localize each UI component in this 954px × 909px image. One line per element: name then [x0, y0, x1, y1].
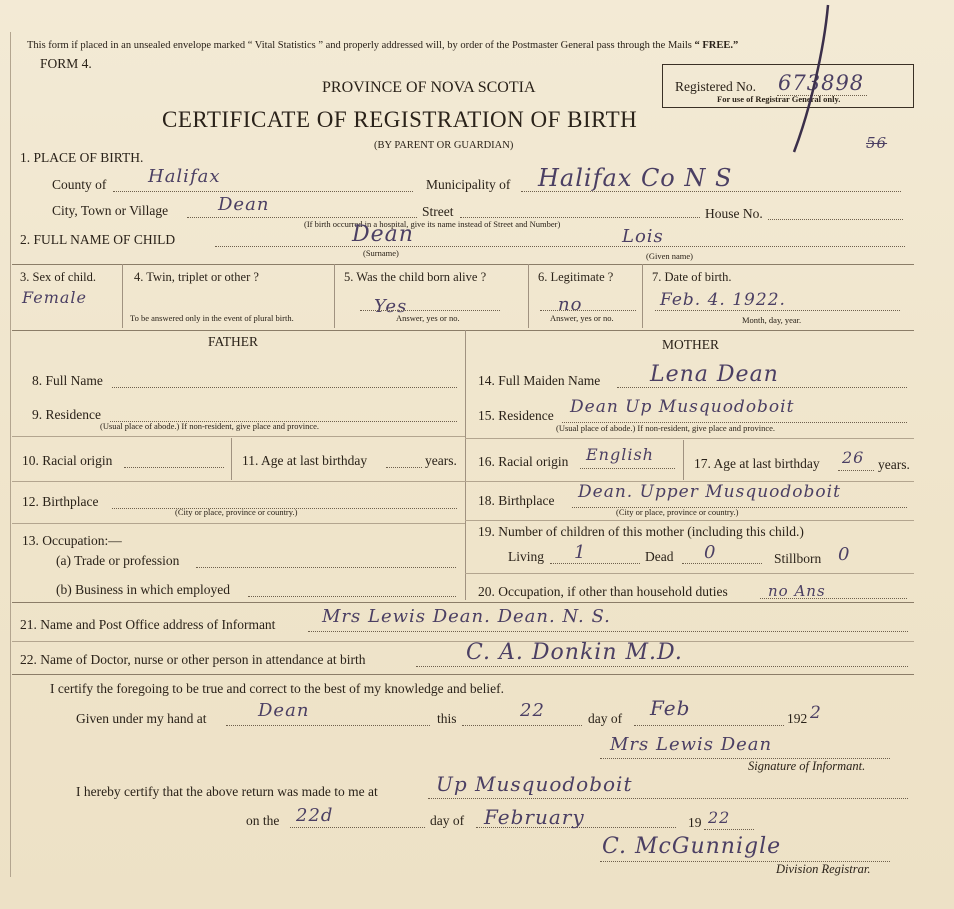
city-label: City, Town or Village	[52, 203, 169, 218]
twin-label: 4. Twin, triplet or other ?	[134, 270, 259, 284]
mother-occupation-label: 20. Occupation, if other than household duties	[478, 584, 728, 599]
postal-notice: This form if placed in an unsealed envelope marked “ Vital Statistics ” and properly addressed will, by order of the Postmaster General pass through the Mails “ FREE.”	[27, 40, 739, 51]
surname-caption: (Surname)	[363, 248, 399, 258]
legitimate-value: no	[558, 294, 583, 315]
certify-statement: I certify the foregoing to be true and correct to the best of my knowledge and belief.	[50, 681, 504, 696]
pen-stroke-icon	[780, 0, 840, 160]
alive-value: Yes	[374, 296, 408, 317]
certificate-title: CERTIFICATE OF REGISTRATION OF BIRTH	[162, 107, 638, 132]
mother-residence-value: Dean Up Musquodoboit	[570, 397, 795, 417]
dead-label: Dead	[645, 549, 674, 564]
legitimate-label: 6. Legitimate ?	[538, 270, 614, 284]
informant-signature: Mrs Lewis Dean	[610, 734, 773, 755]
registrar-year: 22	[708, 808, 731, 827]
free-label: “ FREE.”	[694, 40, 739, 51]
sex-label: 3. Sex of child.	[20, 270, 97, 284]
child-name-label: 2. FULL NAME OF CHILD	[20, 232, 176, 247]
mother-racial-value: English	[586, 445, 654, 464]
certify-year-prefix: 192	[787, 711, 808, 726]
street-label: Street	[422, 204, 454, 219]
doctor-value: C. A. Donkin M.D.	[466, 640, 683, 665]
father-racial-label: 10. Racial origin	[22, 453, 113, 468]
street-note: (If birth occurred in a hospital, give its name instead of Street and Number)	[304, 219, 561, 229]
house-label: House No.	[705, 206, 763, 221]
mother-birthplace-label: 18. Birthplace	[478, 493, 555, 508]
alive-label: 5. Was the child born alive ?	[344, 270, 487, 284]
child-given-name: Lois	[622, 226, 664, 247]
stillborn-value: 0	[838, 544, 851, 565]
registrar-caption: Division Registrar.	[776, 862, 871, 876]
mother-residence-note: (Usual place of abode.) If non-resident, give place and province.	[556, 423, 776, 433]
informant-signature-caption: Signature of Informant.	[748, 759, 866, 773]
twin-note: To be answered only in the event of plural birth.	[130, 313, 294, 323]
registered-label: Registered No.	[675, 79, 756, 94]
father-trade-label: (a) Trade or profession	[56, 553, 180, 568]
certify-month: Feb	[650, 696, 691, 720]
living-value: 1	[574, 542, 587, 563]
this-label: this	[437, 711, 457, 726]
municipality-label: Municipality of	[426, 177, 511, 192]
registrar-year-prefix: 19	[688, 815, 702, 830]
mother-name-label: 14. Full Maiden Name	[478, 373, 601, 388]
stillborn-label: Stillborn	[774, 551, 822, 566]
mother-name-value: Lena Dean	[650, 362, 779, 387]
father-birthplace-label: 12. Birthplace	[22, 494, 99, 509]
informant-value: Mrs Lewis Dean. Dean. N. S.	[322, 606, 611, 627]
form-number: FORM 4.	[40, 56, 92, 71]
registrar-place: Up Musquodoboit	[436, 772, 633, 796]
dead-value: 0	[704, 542, 717, 563]
sex-value: Female	[22, 288, 87, 307]
given-label: Given under my hand at	[76, 711, 207, 726]
given-place: Dean	[258, 700, 310, 721]
registrar-month: February	[484, 805, 585, 829]
alive-note: Answer, yes or no.	[396, 313, 460, 323]
father-heading: FATHER	[208, 334, 259, 349]
doctor-label: 22. Name of Doctor, nurse or other person in attendance at birth	[20, 652, 366, 667]
mother-racial-label: 16. Racial origin	[478, 454, 569, 469]
county-value: Halifax	[148, 166, 221, 187]
mother-occupation-value: no Ans	[768, 582, 826, 600]
date-note: Month, day, year.	[742, 315, 802, 325]
county-label: County of	[52, 177, 107, 192]
father-residence-note: (Usual place of abode.) If non-resident, give place and province.	[100, 421, 320, 431]
father-birthplace-note: (City or place, province or country.)	[175, 507, 298, 517]
father-name-label: 8. Full Name	[32, 373, 103, 388]
given-caption: (Given name)	[646, 251, 693, 261]
date-of-birth-label: 7. Date of birth.	[652, 270, 732, 284]
registrar-note: For use of Registrar General only.	[717, 94, 841, 104]
certify-year: 2	[810, 703, 822, 723]
certificate-subtitle: (BY PARENT OR GUARDIAN)	[374, 140, 514, 151]
father-age-label: 11. Age at last birthday	[242, 453, 368, 468]
mother-birthplace-value: Dean. Upper Musquodoboit	[578, 482, 841, 502]
mother-age-value: 26	[842, 448, 865, 467]
registrar-day: 22d	[296, 805, 334, 826]
father-residence-label: 9. Residence	[32, 407, 101, 422]
city-value: Dean	[218, 194, 270, 215]
registered-number: 673898	[778, 71, 865, 95]
mother-age-unit: years.	[878, 457, 910, 472]
province-heading: PROVINCE OF NOVA SCOTIA	[322, 79, 536, 96]
mother-birthplace-note: (City or place, province or country.)	[616, 507, 739, 517]
municipality-value: Halifax Co N S	[538, 164, 733, 192]
registrar-signature: C. McGunnigle	[602, 834, 782, 859]
mother-residence-label: 15. Residence	[478, 408, 554, 423]
place-of-birth-label: 1. PLACE OF BIRTH.	[20, 150, 144, 165]
registrar-day-label: day of	[430, 813, 465, 828]
informant-label: 21. Name and Post Office address of Informant	[20, 617, 276, 632]
father-business-label: (b) Business in which employed	[56, 582, 230, 597]
father-age-unit: years.	[425, 453, 457, 468]
father-occupation-label: 13. Occupation:—	[22, 533, 122, 548]
children-count-label: 19. Number of children of this mother (including this child.)	[478, 524, 804, 539]
registrar-on-label: on the	[246, 813, 280, 828]
this-value: 22	[520, 700, 545, 721]
mother-heading: MOTHER	[662, 337, 719, 352]
living-label: Living	[508, 549, 544, 564]
corner-mark: 56	[866, 134, 888, 152]
registrar-statement: I hereby certify that the above return was made to me at	[76, 784, 378, 799]
mother-age-label: 17. Age at last birthday	[694, 456, 820, 471]
date-of-birth-value: Feb. 4. 1922.	[660, 290, 786, 310]
certify-day-label: day of	[588, 711, 623, 726]
legitimate-note: Answer, yes or no.	[550, 313, 614, 323]
child-surname: Dean	[352, 222, 414, 247]
